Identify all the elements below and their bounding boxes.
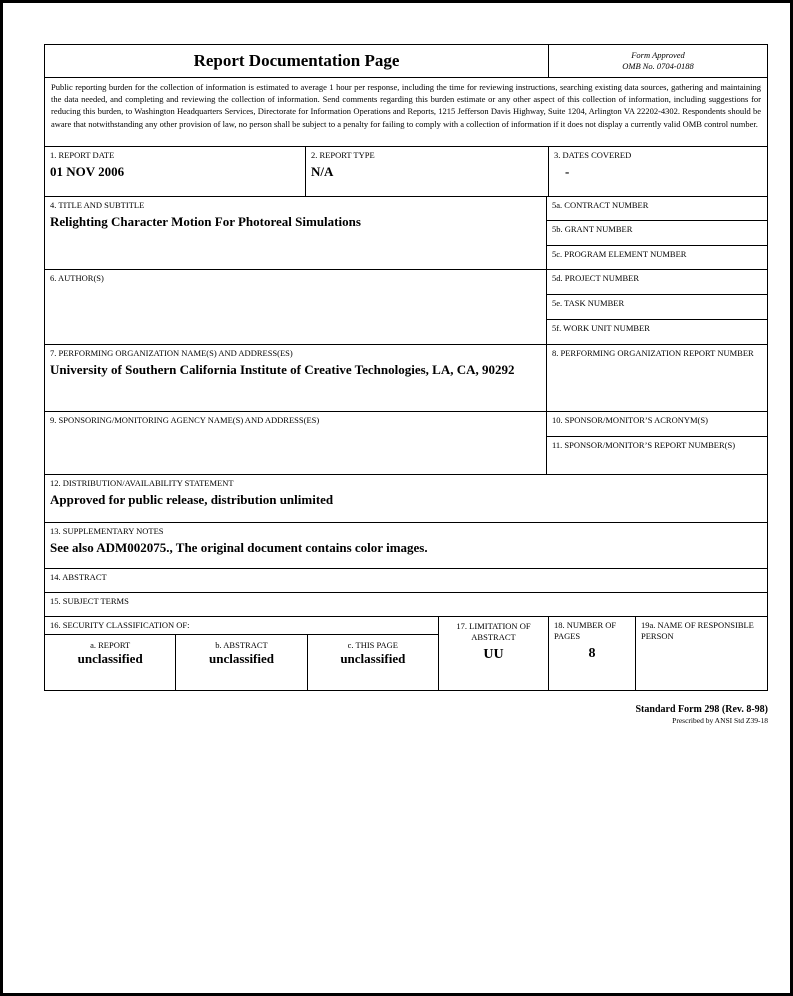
report-type-value: N/A xyxy=(311,163,334,179)
field-limitation-of-abstract xyxy=(439,617,549,690)
sponsor-acronym-label: 10. SPONSOR/MONITOR’S ACRONYM(S) xyxy=(552,415,708,425)
authors-row xyxy=(45,270,767,345)
field-sponsor-acronym xyxy=(547,412,767,437)
sponsoring-agency-label: 9. SPONSORING/MONITORING AGENCY NAME(S) AND ADDRESS(ES) xyxy=(50,415,320,425)
number-of-pages-value: 8 xyxy=(588,646,596,662)
field-authors xyxy=(45,270,547,344)
report-date-label: 1. REPORT DATE xyxy=(50,150,115,160)
distribution-label: 12. DISTRIBUTION/AVAILABILITY STATEMENT xyxy=(50,478,234,488)
task-number-label: 5e. TASK NUMBER xyxy=(552,298,625,308)
supplementary-notes-value: See also ADM002075., The original document contains color images. xyxy=(50,539,428,555)
security-report-value: unclassified xyxy=(77,650,143,666)
subject-terms-label: 15. SUBJECT TERMS xyxy=(50,596,129,606)
report-type-label: 2. REPORT TYPE xyxy=(311,150,375,160)
sponsor-stack xyxy=(547,412,767,474)
field-performing-org-report-number xyxy=(547,345,767,411)
sponsoring-agency-row xyxy=(45,412,767,475)
prescribed-by-text: Prescribed by ANSI Std Z39-18 xyxy=(672,716,768,725)
supplementary-notes-row xyxy=(45,523,767,569)
field-report-date xyxy=(45,147,306,196)
performing-org-label: 7. PERFORMING ORGANIZATION NAME(S) AND ADDRESS(ES) xyxy=(50,348,293,358)
distribution-row xyxy=(45,475,767,523)
field-number-of-pages xyxy=(549,617,636,690)
date-type-covered-row xyxy=(45,147,767,197)
field-report-type xyxy=(306,147,549,196)
abstract-label: 14. ABSTRACT xyxy=(50,572,107,582)
field-work-unit-number xyxy=(547,320,767,344)
security-classification-cells xyxy=(45,634,438,690)
responsible-person-label: 19a. NAME OF RESPONSIBLE PERSON xyxy=(641,620,754,641)
dates-covered-value: - xyxy=(565,163,570,179)
project-number-label: 5d. PROJECT NUMBER xyxy=(552,273,639,283)
form-footer xyxy=(44,704,768,725)
security-row xyxy=(45,617,767,690)
security-this-page-value: unclassified xyxy=(340,650,406,666)
header-row xyxy=(45,45,767,78)
security-classification-section xyxy=(45,617,439,690)
burden-statement: Public reporting burden for the collection of information is estimated to average 1 hour per response, including the time for reviewing instructions, searching existing data sources, gathering and maintaining the data needed, and completing and reviewing the collection of information. Send comments regarding this burden estimate or any other aspect of this collection of information, including suggestions for reducing this burden, to Washington Headquarters Services, Directorate for Information Operations and Reports, 1215 Jefferson Davis Highway, Suite 1204, Arlington VA 22202-4302. Respondents should be aware that notwithstanding any other provision of law, no person shall be subject to a penalty for failing to comply with a collection of information if it does not display a currently valid OMB control number. xyxy=(51,82,761,129)
report-date-value: 01 NOV 2006 xyxy=(50,163,125,179)
field-performing-org xyxy=(45,345,547,411)
performing-org-value: University of Southern California Institute of Creative Technologies, LA, CA, 90292 xyxy=(50,361,515,377)
field-title-subtitle xyxy=(45,197,547,269)
field-project-number xyxy=(547,270,767,295)
field-sponsor-report-number xyxy=(547,437,767,474)
title-subtitle-value: Relighting Character Motion For Photoreal Simulations xyxy=(50,213,361,229)
standard-form-reference: Standard Form 298 (Rev. 8-98) xyxy=(635,704,768,715)
title-row xyxy=(45,197,767,270)
project-task-stack xyxy=(547,270,767,344)
performing-org-row xyxy=(45,345,767,412)
supplementary-notes-label: 13. SUPPLEMENTARY NOTES xyxy=(50,526,164,536)
security-abstract-label: b. ABSTRACT xyxy=(215,639,268,650)
field-responsible-person xyxy=(636,617,767,690)
field-supplementary-notes xyxy=(45,523,767,568)
field-security-this-page xyxy=(308,635,438,690)
security-abstract-value: unclassified xyxy=(208,650,274,666)
field-security-report xyxy=(45,635,176,690)
sponsor-report-number-label: 11. SPONSOR/MONITOR’S REPORT NUMBER(S) xyxy=(552,440,736,450)
field-security-abstract xyxy=(176,635,307,690)
form-title: Report Documentation Page xyxy=(193,51,400,70)
field-distribution xyxy=(45,475,767,522)
sf298-form xyxy=(44,44,768,691)
omb-number: OMB No. 0704-0188 xyxy=(622,61,694,71)
form-approval-cell xyxy=(549,45,767,77)
abstract-row xyxy=(45,569,767,593)
security-report-label: a. REPORT xyxy=(90,639,131,650)
dates-covered-label: 3. DATES COVERED xyxy=(554,150,632,160)
subject-terms-row xyxy=(45,593,767,617)
grant-number-label: 5b. GRANT NUMBER xyxy=(552,224,633,235)
title-subtitle-label: 4. TITLE AND SUBTITLE xyxy=(50,200,145,210)
contract-number-label: 5a. CONTRACT NUMBER xyxy=(552,200,649,210)
field-contract-number xyxy=(547,197,767,221)
limitation-of-abstract-label: 17. LIMITATION OF ABSTRACT xyxy=(456,621,531,642)
burden-row xyxy=(45,78,767,147)
security-this-page-label: c. THIS PAGE xyxy=(347,639,398,650)
field-grant-number xyxy=(547,221,767,245)
field-task-number xyxy=(547,295,767,320)
work-unit-number-label: 5f. WORK UNIT NUMBER xyxy=(552,323,650,333)
field-dates-covered xyxy=(549,147,767,196)
number-of-pages-label: 18. NUMBER OF PAGES xyxy=(554,620,617,641)
form-approved-text: Form Approved xyxy=(631,49,685,60)
form-title-cell xyxy=(45,45,549,77)
authors-label: 6. AUTHOR(S) xyxy=(50,273,104,283)
field-sponsoring-agency xyxy=(45,412,547,474)
field-abstract xyxy=(45,569,767,592)
security-classification-label: 16. SECURITY CLASSIFICATION OF: xyxy=(50,620,190,630)
field-program-element-number xyxy=(547,246,767,269)
field-subject-terms xyxy=(45,593,767,616)
distribution-value: Approved for public release, distribution unlimited xyxy=(50,491,334,507)
limitation-of-abstract-value: UU xyxy=(483,647,504,663)
performing-org-report-number-label: 8. PERFORMING ORGANIZATION REPORT NUMBER xyxy=(552,348,754,358)
contract-grant-stack xyxy=(547,197,767,269)
program-element-number-label: 5c. PROGRAM ELEMENT NUMBER xyxy=(552,248,687,259)
